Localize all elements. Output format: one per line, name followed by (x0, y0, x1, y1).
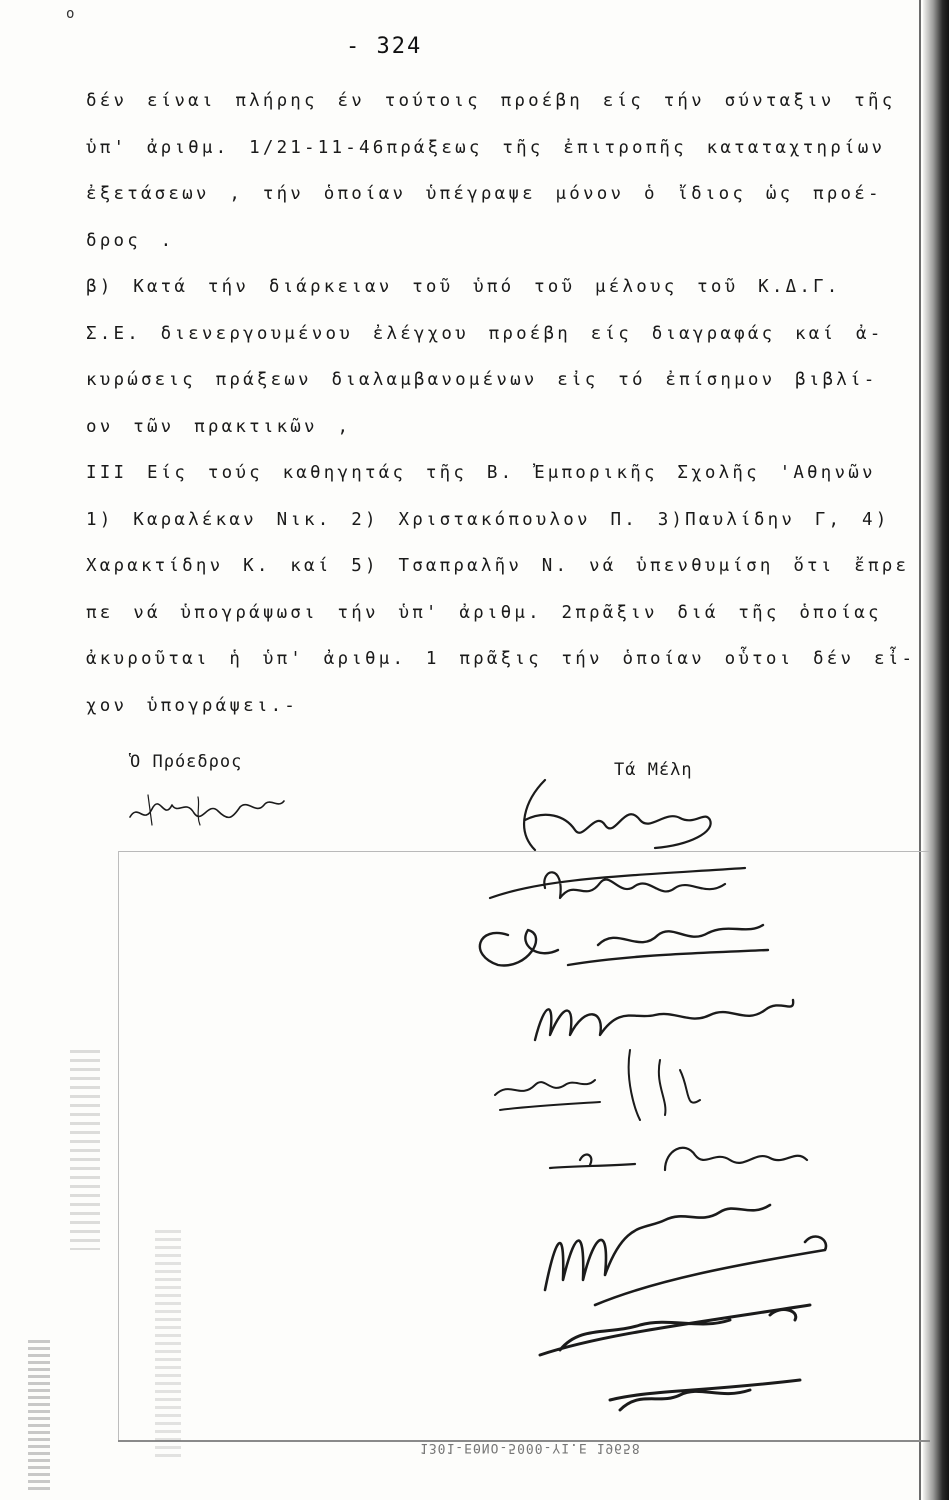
member-signature (468, 905, 778, 980)
member-signature (490, 1040, 730, 1120)
corner-mark: o (66, 6, 75, 22)
text-line: χον ὑπογράψει.- (86, 695, 299, 716)
signature-box-top (118, 851, 930, 852)
member-signature (505, 770, 725, 860)
text-line: κυρώσεις πράξεων διαλαμβανομένων εἰς τό ἐπίσημον βιβλί- (86, 370, 878, 390)
president-label: Ὁ Πρόεδρος (130, 752, 243, 772)
text-line: Χαρακτίδην Κ. καί 5) Τσαπραλῆν Ν. νά ὑπενθυμίση ὅτι ἔπρε (86, 556, 910, 576)
text-line: δρος . (86, 230, 175, 251)
text-line: δέν είναι πλήρης έν τούτοις προέβη είς τήν σύνταξιν τῆς (86, 91, 896, 111)
text-line: ὑπ' ἀριθμ. 1/21-11-46πράξεως τῆς ἐπιτροπῆς καταταχτηρίων (86, 137, 886, 158)
member-signature (600, 1360, 820, 1420)
faint-stamp (155, 1230, 181, 1460)
faint-stamp (70, 1050, 100, 1250)
president-signature (128, 785, 288, 835)
text-line: ον τῶν πρακτικῶν , (86, 416, 352, 437)
text-line: β) Κατά τήν διάρκειαν τοῦ ὑπό τοῦ μέλους τοῦ Κ.Δ.Γ. (86, 277, 841, 297)
members-label: Τά Μέλη (614, 760, 693, 780)
text-line: 1) Καραλέκαν Νικ. 2) Χριστακόπουλον Π. 3)Παυλίδην Γ, 4) (86, 509, 890, 530)
text-line: πε νά ὑπογράψωσι τήν ὑπ' ἀριθμ. 2πρᾶξιν διά τῆς ὁποίας (86, 602, 882, 623)
page-number: - 324 (346, 34, 423, 59)
text-line: ἐξετάσεων , τήν ὁποίαν ὑπέγραψε μόνον ὁ ἴδιος ὡς προέ- (86, 184, 882, 204)
text-line: Σ.Ε. διενεργουμένου ἐλέγχου προέβη είς διαγραφάς καί ἀ- (86, 323, 884, 344)
text-line: III Είς τούς καθηγητάς τῆς Β. Ἐμπορικῆς Σχολῆς 'Αθηνῶν (86, 463, 876, 483)
member-signature (535, 1180, 835, 1310)
binding-shadow (923, 0, 949, 1500)
text-line: ἀκυροῦται ἡ ὑπ' ἀριθμ. 1 πρᾶξις τήν ὁποίαν οὗτοι δέν εἶ- (86, 649, 916, 669)
signature-box-left (118, 851, 119, 1441)
member-signature (520, 1295, 830, 1365)
body-text (86, 78, 926, 729)
faint-stamp (28, 1340, 50, 1490)
footer-print: 1301-ΕΘΝΟ-5000-ΥΙ.Ε 19658 (420, 1440, 641, 1455)
